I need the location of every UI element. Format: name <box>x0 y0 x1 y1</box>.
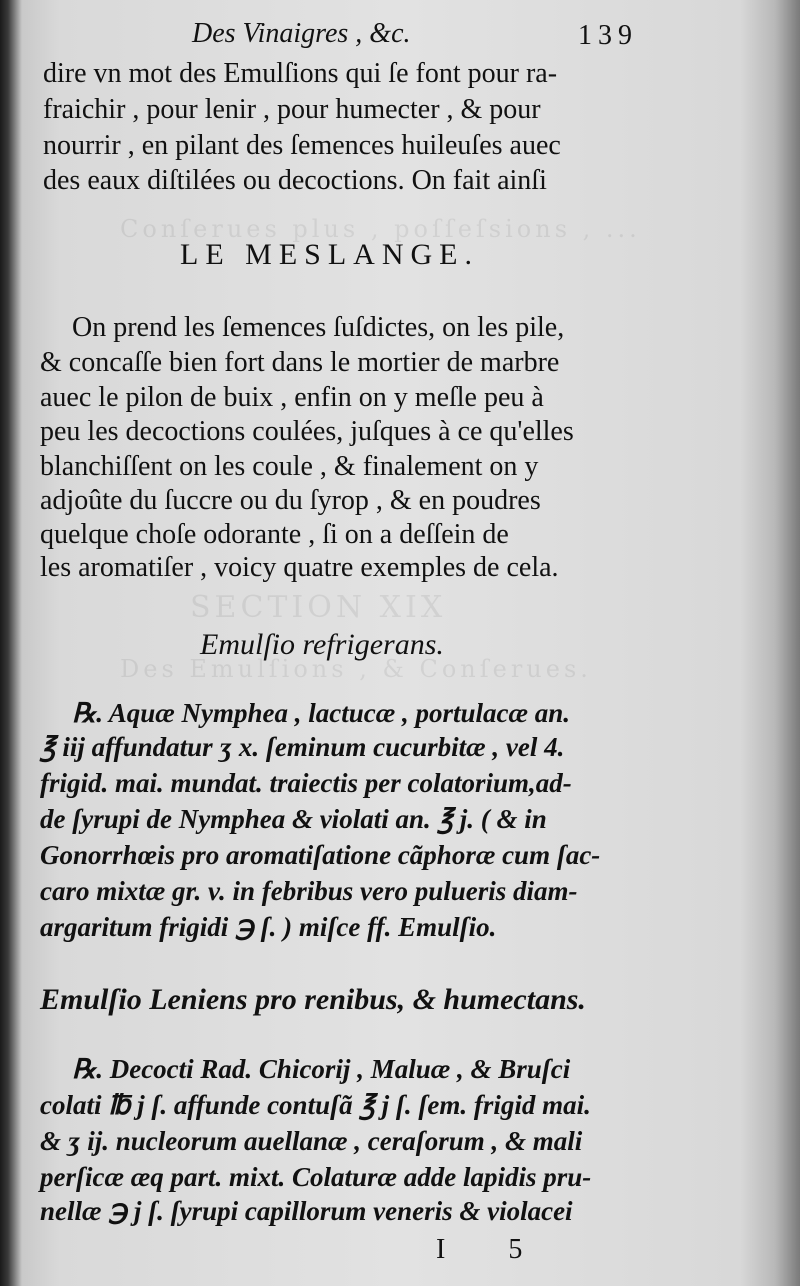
signature-mark: I 5 <box>436 1234 551 1265</box>
show-through-text: Des Emulſions , & Conſerues. <box>120 655 592 683</box>
recipe-title: Emulſio Leniens pro renibus, & humectans. <box>40 983 586 1016</box>
recipe-line: de ſyrupi de Nymphea & violati an. ℥ j. ( & in <box>40 804 547 834</box>
text-line: On prend les ſemences ſuſdictes, on les pile, <box>72 312 565 343</box>
recipe-line: perſicæ æq part. mixt. Colaturæ adde lapidis pru- <box>40 1162 592 1192</box>
recipe-line: caro mixtæ gr. v. in febribus vero pulueris diam- <box>40 876 578 906</box>
text-line: des eaux diſtilées ou decoctions. On fait ainſi <box>43 165 547 196</box>
recipe-line: ℞. Decocti Rad. Chicorij , Maluæ , & Bruſci <box>72 1054 571 1084</box>
recipe-line: frigid. mai. mundat. traiectis per colatorium,ad- <box>40 768 572 798</box>
text-line: blanchiſſent on les coule , & finalement on y <box>40 451 539 482</box>
text-line: adjoûte du ſuccre ou du ſyrop , & en poudres <box>40 485 541 516</box>
text-line: dire vn mot des Emulſions qui ſe font pour ra- <box>43 58 558 89</box>
running-title: Des Vinaigres , &c. <box>192 18 411 49</box>
recipe-line: colati ℔ j ſ. affunde contuſã ℥ j ſ. ſem. frigid mai. <box>40 1090 591 1120</box>
text-line: quelque choſe odorante , ſi on a deſſein de <box>40 519 509 550</box>
text-line: nourrir , en pilant des ſemences huileuſes auec <box>43 130 561 161</box>
recipe-line: ℥ iij affundatur ʒ x. ſeminum cucurbitæ , vel 4. <box>40 732 565 762</box>
text-line: fraichir , pour lenir , pour humecter , & pour <box>43 94 541 125</box>
section-title: LE MESLANGE. <box>180 238 479 271</box>
text-line: & concaſſe bien fort dans le mortier de marbre <box>40 347 560 378</box>
show-through-text: Conſerues plus , poſſeſsions , ... <box>120 215 641 243</box>
show-through-text: SECTION XIX <box>190 590 447 625</box>
recipe-line: & ʒ ij. nucleorum auellanæ , ceraſorum , & mali <box>40 1126 583 1156</box>
text-line: peu les decoctions coulées, juſques à ce qu'elles <box>40 416 574 447</box>
recipe-line: ℞. Aquæ Nymphea , lactucæ , portulacæ an. <box>72 698 570 728</box>
recipe-line: argaritum frigidi ℈ ſ. ) miſce ff. Emulſio. <box>40 912 497 942</box>
text-line: auec le pilon de buix , enfin on y meſle peu à <box>40 382 544 413</box>
text-line: les aromatiſer , voicy quatre exemples de cela. <box>40 552 559 583</box>
page-number: 139 <box>578 20 638 51</box>
recipe-title: Emulſio refrigerans. <box>200 628 444 661</box>
recipe-line: Gonorrhœis pro aromatiſatione cãphoræ cum ſac- <box>40 840 601 870</box>
recipe-line: nellæ ℈ j ſ. ſyrupi capillorum veneris & violacei <box>40 1196 573 1226</box>
